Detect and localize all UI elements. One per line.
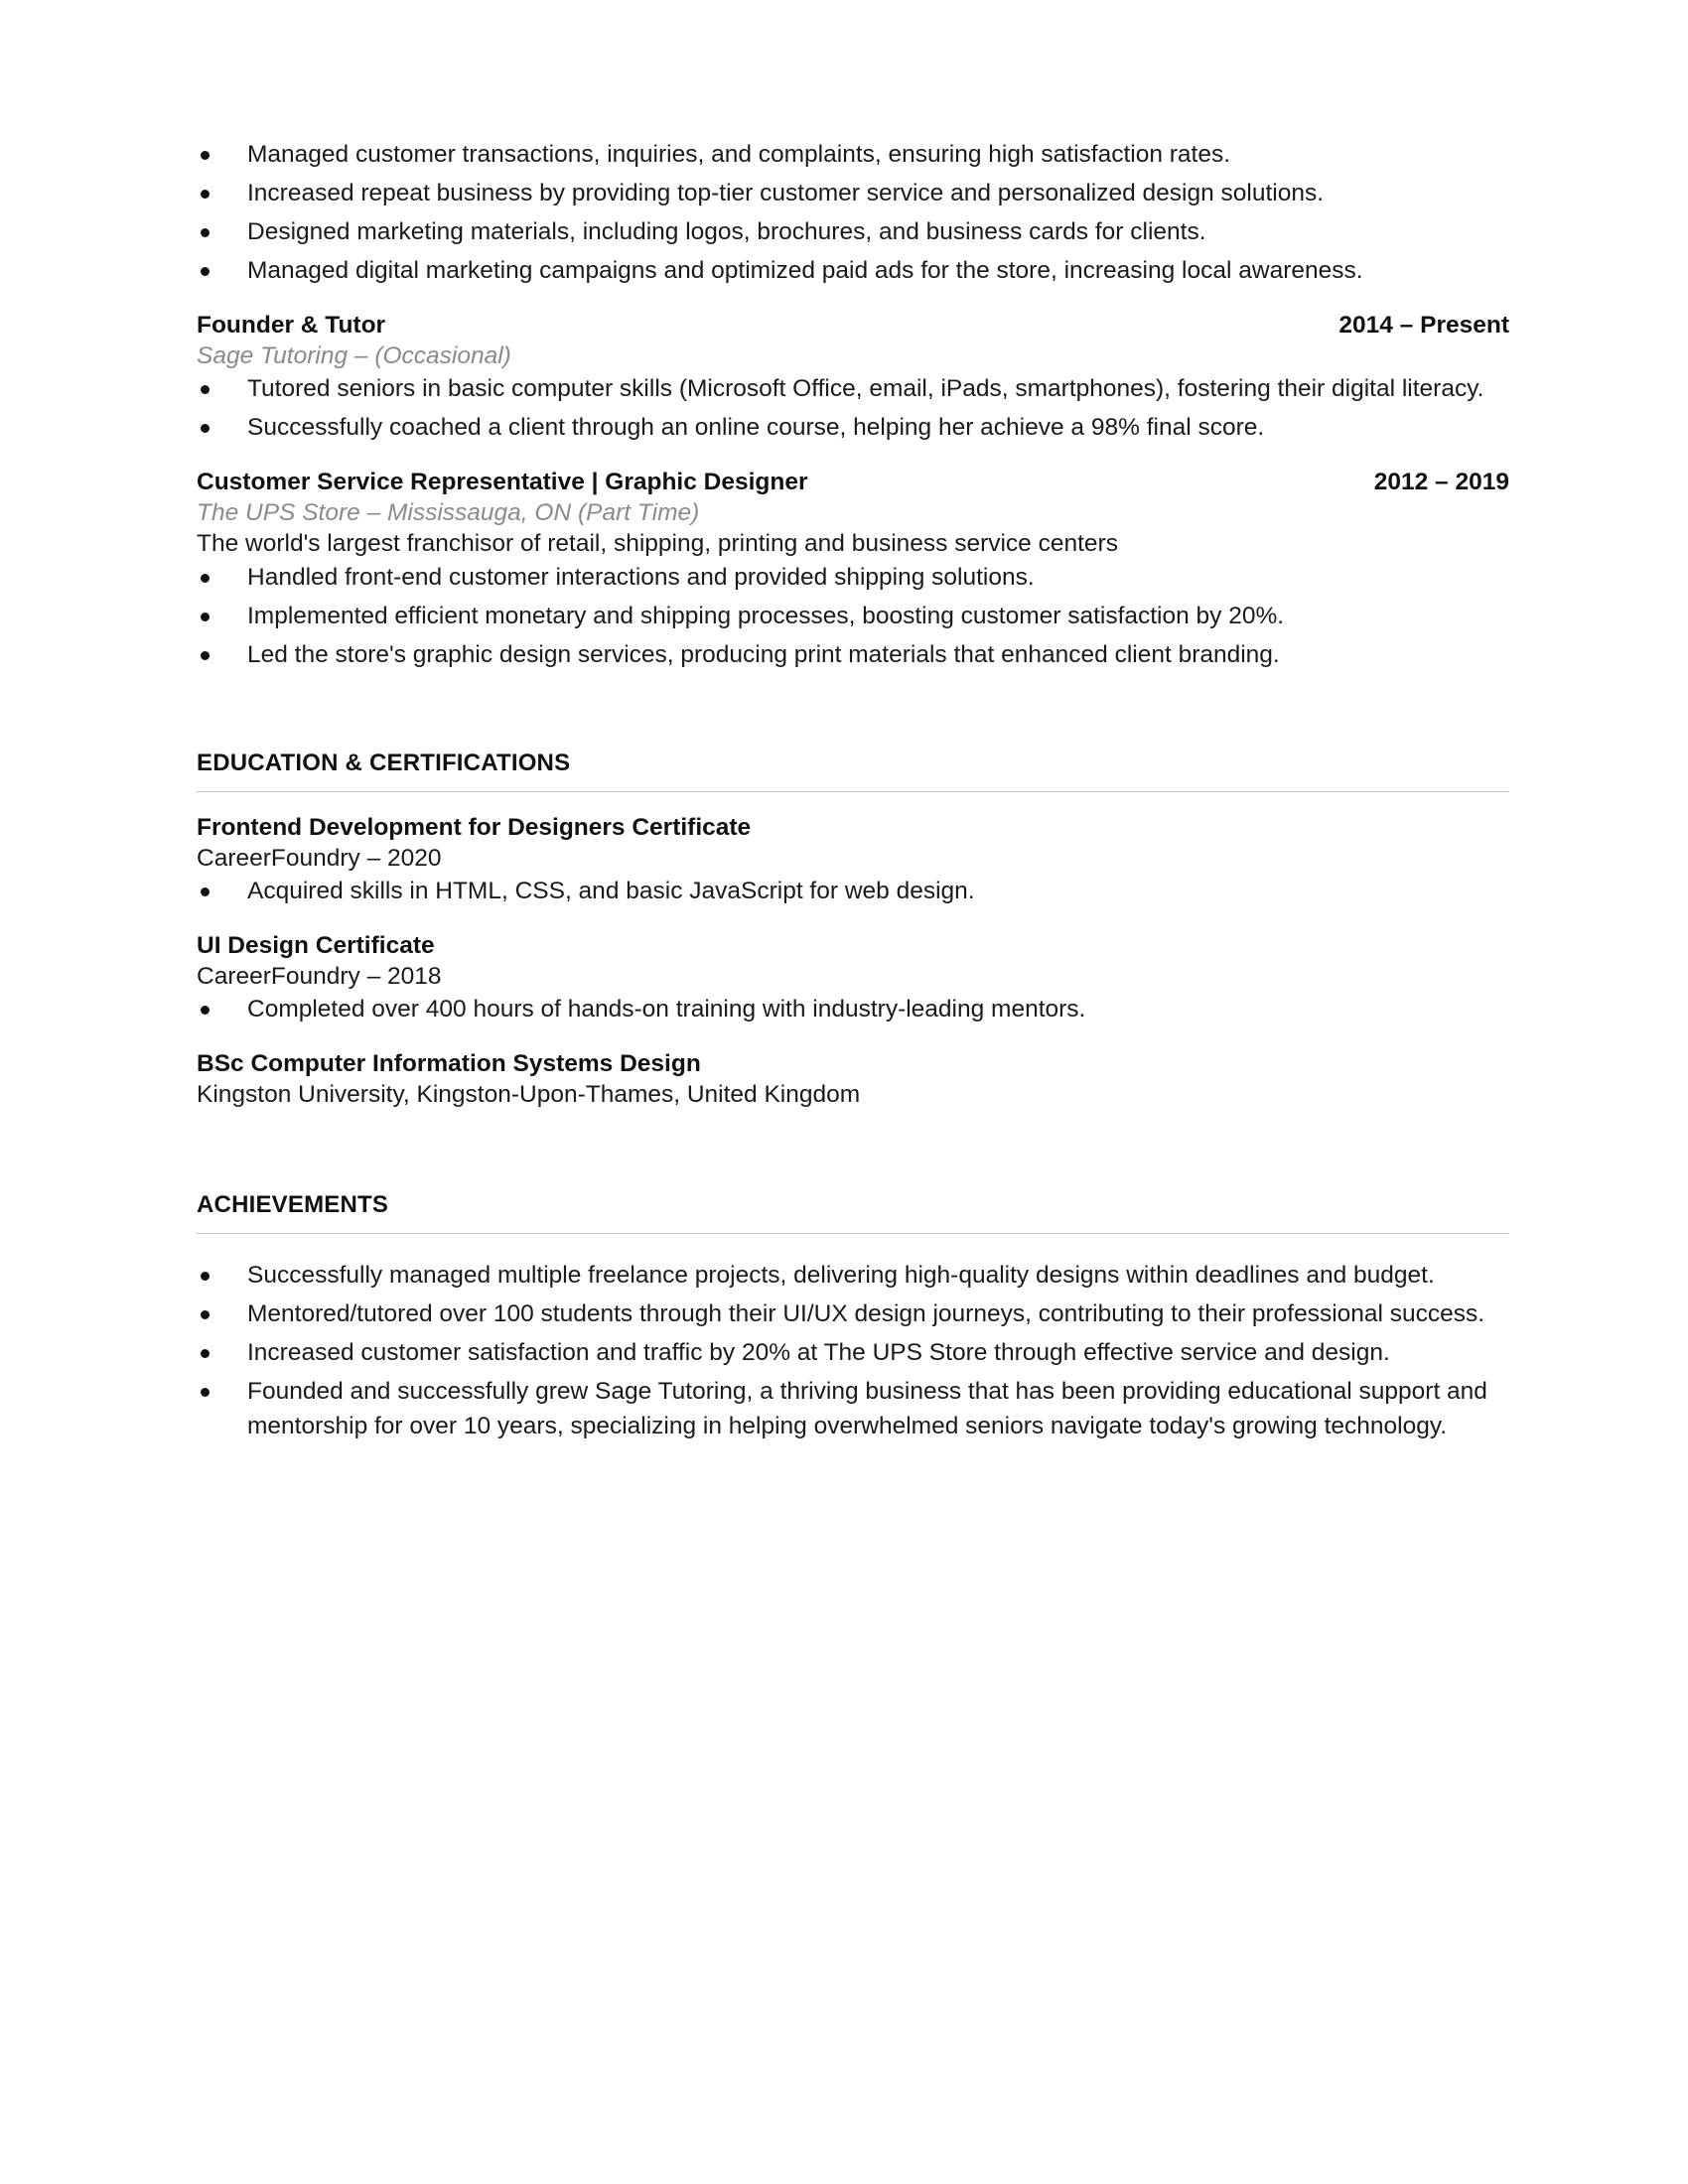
education-subtitle: Kingston University, Kingston-Upon-Thames, United Kingdom: [197, 1081, 861, 1108]
education-title: Frontend Development for Designers Certificate: [197, 814, 752, 841]
bullet-item: Acquired skills in HTML, CSS, and basic JavaScript for web design.: [197, 874, 1509, 908]
job-entry: [197, 467, 1509, 672]
job-header: [197, 467, 1509, 498]
job-title: Founder & Tutor: [197, 312, 386, 339]
bullet-item: Increased customer satisfaction and traffic by 20% at The UPS Store through effective service and design.: [197, 1335, 1509, 1370]
previous-job-bullets: [197, 137, 1509, 288]
bullet-item: Increased repeat business by providing top-tier customer service and personalized design solutions.: [197, 176, 1509, 210]
achievements-bullets: [197, 1258, 1509, 1443]
bullet-item: Handled front-end customer interactions and provided shipping solutions.: [197, 560, 1509, 595]
job-header: [197, 310, 1509, 341]
bullet-item: Managed digital marketing campaigns and optimized paid ads for the store, increasing local awareness.: [197, 253, 1509, 288]
bullet-item: Managed customer transactions, inquiries, and complaints, ensuring high satisfaction rates.: [197, 137, 1509, 172]
bullet-item: Led the store's graphic design services, producing print materials that enhanced client branding.: [197, 637, 1509, 672]
job-company: The UPS Store – Mississauga, ON (Part Time): [197, 499, 700, 526]
bullet-item: Successfully managed multiple freelance projects, delivering high-quality designs within deadlines and budget.: [197, 1258, 1509, 1293]
education-subtitle: CareerFoundry – 2018: [197, 963, 442, 990]
education-title: UI Design Certificate: [197, 932, 435, 959]
education-entry: [197, 812, 1509, 908]
education-entry: [197, 1048, 1509, 1110]
education-bullets: [197, 874, 1509, 908]
section-heading: ACHIEVEMENTS: [197, 1189, 1509, 1234]
job-bullets: [197, 371, 1509, 445]
bullet-item: Successfully coached a client through an online course, helping her achieve a 98% final score.: [197, 410, 1509, 445]
bullet-item: Designed marketing materials, including logos, brochures, and business cards for clients.: [197, 214, 1509, 249]
job-dates: 2014 – Present: [1338, 312, 1509, 339]
education-section: [197, 748, 1509, 1110]
bullet-item: Tutored seniors in basic computer skills (Microsoft Office, email, iPads, smartphones), fostering their digital literacy.: [197, 371, 1509, 406]
bullet-item: Implemented efficient monetary and shipping processes, boosting customer satisfaction by 20%.: [197, 599, 1509, 633]
bullet-item: Completed over 400 hours of hands-on training with industry-leading mentors.: [197, 992, 1509, 1026]
bullet-item: Mentored/tutored over 100 students through their UI/UX design journeys, contributing to their professional success.: [197, 1297, 1509, 1331]
job-dates: 2012 – 2019: [1373, 469, 1509, 495]
job-bullets: [197, 560, 1509, 672]
job-title: Customer Service Representative | Graphic Designer: [197, 469, 808, 495]
education-bullets: [197, 992, 1509, 1026]
education-title: BSc Computer Information Systems Design: [197, 1050, 701, 1077]
bullet-item: Founded and successfully grew Sage Tutoring, a thriving business that has been providing educational support and mentorship for over 10 years, specializing in helping overwhelmed seniors navigate today's growing technology.: [197, 1374, 1509, 1443]
job-company: Sage Tutoring – (Occasional): [197, 342, 511, 369]
company-description: The world's largest franchisor of retail, shipping, printing and business service centers: [197, 530, 1118, 557]
resume-content: [197, 137, 1509, 1447]
achievements-section: [197, 1189, 1509, 1443]
education-entry: [197, 930, 1509, 1026]
education-subtitle: CareerFoundry – 2020: [197, 845, 442, 872]
section-heading: EDUCATION & CERTIFICATIONS: [197, 748, 1509, 792]
job-entry: [197, 310, 1509, 445]
